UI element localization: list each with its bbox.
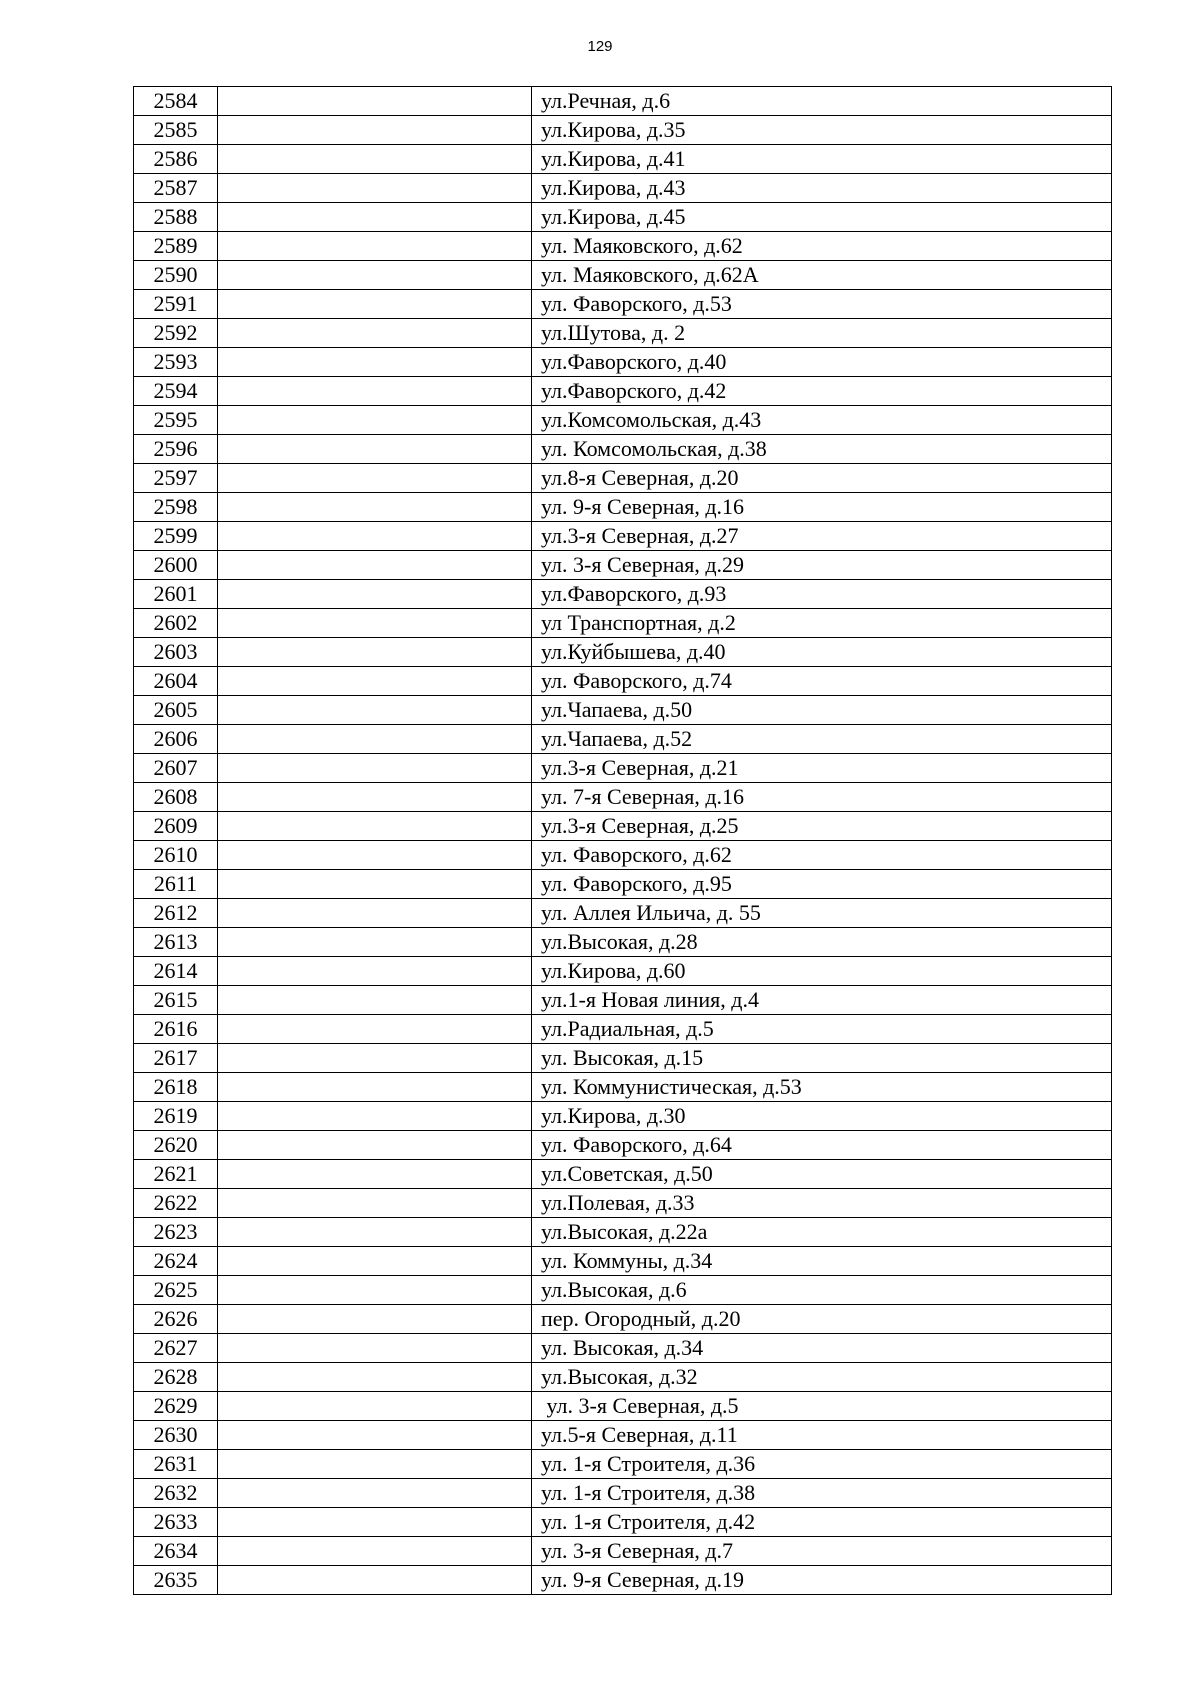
address-cell: ул. 1-я Строителя, д.36 — [532, 1450, 1112, 1479]
address-cell: ул.Фаворского, д.93 — [532, 580, 1112, 609]
address-cell: ул.Кирова, д.35 — [532, 116, 1112, 145]
row-number-cell: 2598 — [134, 493, 218, 522]
empty-cell — [218, 464, 532, 493]
empty-cell — [218, 319, 532, 348]
row-number-cell: 2584 — [134, 87, 218, 116]
address-cell: ул. 9-я Северная, д.16 — [532, 493, 1112, 522]
row-number-cell: 2605 — [134, 696, 218, 725]
row-number-cell: 2587 — [134, 174, 218, 203]
table-row — [134, 1131, 1112, 1160]
empty-cell — [218, 145, 532, 174]
row-number-cell: 2614 — [134, 957, 218, 986]
empty-cell — [218, 1189, 532, 1218]
row-number-cell: 2593 — [134, 348, 218, 377]
address-table — [133, 86, 1112, 1595]
row-number-cell: 2610 — [134, 841, 218, 870]
address-cell: ул.Кирова, д.41 — [532, 145, 1112, 174]
row-number-cell: 2599 — [134, 522, 218, 551]
empty-cell — [218, 1363, 532, 1392]
address-cell: ул.Высокая, д.32 — [532, 1363, 1112, 1392]
address-cell: ул.Высокая, д.28 — [532, 928, 1112, 957]
row-number-cell: 2632 — [134, 1479, 218, 1508]
address-cell: ул. Высокая, д.15 — [532, 1044, 1112, 1073]
table-row — [134, 841, 1112, 870]
address-cell: ул. Маяковского, д.62А — [532, 261, 1112, 290]
table-row — [134, 319, 1112, 348]
empty-cell — [218, 841, 532, 870]
page-number: 129 — [587, 38, 613, 55]
table-row — [134, 609, 1112, 638]
row-number-cell: 2612 — [134, 899, 218, 928]
empty-cell — [218, 290, 532, 319]
table-row — [134, 1073, 1112, 1102]
row-number-cell: 2633 — [134, 1508, 218, 1537]
table-row — [134, 377, 1112, 406]
table-row — [134, 290, 1112, 319]
address-cell: ул. Фаворского, д.53 — [532, 290, 1112, 319]
row-number-cell: 2606 — [134, 725, 218, 754]
empty-cell — [218, 522, 532, 551]
empty-cell — [218, 551, 532, 580]
row-number-cell: 2590 — [134, 261, 218, 290]
row-number-cell: 2597 — [134, 464, 218, 493]
empty-cell — [218, 667, 532, 696]
empty-cell — [218, 87, 532, 116]
address-cell: ул.Кирова, д.60 — [532, 957, 1112, 986]
table-row — [134, 899, 1112, 928]
row-number-cell: 2613 — [134, 928, 218, 957]
address-cell: ул. 1-я Строителя, д.38 — [532, 1479, 1112, 1508]
address-cell: ул.Фаворского, д.42 — [532, 377, 1112, 406]
empty-cell — [218, 1537, 532, 1566]
address-cell: ул. 3-я Северная, д.29 — [532, 551, 1112, 580]
row-number-cell: 2589 — [134, 232, 218, 261]
address-cell: ул. Комсомольская, д.38 — [532, 435, 1112, 464]
empty-cell — [218, 609, 532, 638]
address-cell: ул. Коммунистическая, д.53 — [532, 1073, 1112, 1102]
row-number-cell: 2586 — [134, 145, 218, 174]
row-number-cell: 2602 — [134, 609, 218, 638]
table-row — [134, 1015, 1112, 1044]
row-number-cell: 2629 — [134, 1392, 218, 1421]
address-cell: пер. Огородный, д.20 — [532, 1305, 1112, 1334]
empty-cell — [218, 1305, 532, 1334]
address-cell: ул. 1-я Строителя, д.42 — [532, 1508, 1112, 1537]
table-row — [134, 174, 1112, 203]
table-row — [134, 870, 1112, 899]
table-row — [134, 1479, 1112, 1508]
row-number-cell: 2592 — [134, 319, 218, 348]
empty-cell — [218, 1276, 532, 1305]
table-row — [134, 986, 1112, 1015]
table-row — [134, 1421, 1112, 1450]
table-row — [134, 1305, 1112, 1334]
table-row — [134, 1508, 1112, 1537]
row-number-cell: 2626 — [134, 1305, 218, 1334]
address-cell: ул. 3-я Северная, д.7 — [532, 1537, 1112, 1566]
address-cell: ул. Высокая, д.34 — [532, 1334, 1112, 1363]
row-number-cell: 2631 — [134, 1450, 218, 1479]
empty-cell — [218, 1131, 532, 1160]
table-row — [134, 696, 1112, 725]
table-row — [134, 261, 1112, 290]
table-row — [134, 435, 1112, 464]
address-cell: ул. Фаворского, д.62 — [532, 841, 1112, 870]
address-cell: ул.Кирова, д.43 — [532, 174, 1112, 203]
address-cell: ул. Аллея Ильича, д. 55 — [532, 899, 1112, 928]
empty-cell — [218, 754, 532, 783]
row-number-cell: 2603 — [134, 638, 218, 667]
row-number-cell: 2630 — [134, 1421, 218, 1450]
address-cell: ул.Шутова, д. 2 — [532, 319, 1112, 348]
table-row — [134, 754, 1112, 783]
address-cell: ул. Фаворского, д.95 — [532, 870, 1112, 899]
address-cell: ул.3-я Северная, д.27 — [532, 522, 1112, 551]
row-number-cell: 2608 — [134, 783, 218, 812]
address-cell: ул.Высокая, д.6 — [532, 1276, 1112, 1305]
table-row — [134, 725, 1112, 754]
empty-cell — [218, 957, 532, 986]
table-row — [134, 1044, 1112, 1073]
address-cell: ул.8-я Северная, д.20 — [532, 464, 1112, 493]
empty-cell — [218, 899, 532, 928]
address-cell: ул.Фаворского, д.40 — [532, 348, 1112, 377]
address-cell: ул.1-я Новая линия, д.4 — [532, 986, 1112, 1015]
table-row — [134, 783, 1112, 812]
empty-cell — [218, 406, 532, 435]
row-number-cell: 2621 — [134, 1160, 218, 1189]
empty-cell — [218, 1392, 532, 1421]
address-cell: ул.Куйбышева, д.40 — [532, 638, 1112, 667]
empty-cell — [218, 261, 532, 290]
table-row — [134, 1363, 1112, 1392]
table-row — [134, 1566, 1112, 1595]
empty-cell — [218, 493, 532, 522]
row-number-cell: 2618 — [134, 1073, 218, 1102]
table-row — [134, 928, 1112, 957]
row-number-cell: 2622 — [134, 1189, 218, 1218]
row-number-cell: 2627 — [134, 1334, 218, 1363]
table-row — [134, 1334, 1112, 1363]
address-table-body — [134, 87, 1112, 1595]
address-cell: ул.5-я Северная, д.11 — [532, 1421, 1112, 1450]
table-row — [134, 493, 1112, 522]
empty-cell — [218, 203, 532, 232]
table-row — [134, 667, 1112, 696]
table-row — [134, 464, 1112, 493]
table-row — [134, 116, 1112, 145]
table-row — [134, 1392, 1112, 1421]
row-number-cell: 2615 — [134, 986, 218, 1015]
row-number-cell: 2585 — [134, 116, 218, 145]
address-cell: ул.Кирова, д.45 — [532, 203, 1112, 232]
empty-cell — [218, 174, 532, 203]
row-number-cell: 2634 — [134, 1537, 218, 1566]
address-cell: ул. Маяковского, д.62 — [532, 232, 1112, 261]
row-number-cell: 2591 — [134, 290, 218, 319]
row-number-cell: 2628 — [134, 1363, 218, 1392]
row-number-cell: 2623 — [134, 1218, 218, 1247]
empty-cell — [218, 435, 532, 464]
address-cell: ул.Полевая, д.33 — [532, 1189, 1112, 1218]
table-row — [134, 1276, 1112, 1305]
table-row — [134, 522, 1112, 551]
empty-cell — [218, 1160, 532, 1189]
address-cell: ул.Речная, д.6 — [532, 87, 1112, 116]
empty-cell — [218, 232, 532, 261]
empty-cell — [218, 377, 532, 406]
address-cell: ул.Кирова, д.30 — [532, 1102, 1112, 1131]
table-row — [134, 580, 1112, 609]
empty-cell — [218, 1102, 532, 1131]
address-cell: ул Транспортная, д.2 — [532, 609, 1112, 638]
empty-cell — [218, 783, 532, 812]
table-row — [134, 1189, 1112, 1218]
address-cell: ул. Фаворского, д.74 — [532, 667, 1112, 696]
table-row — [134, 551, 1112, 580]
row-number-cell: 2617 — [134, 1044, 218, 1073]
address-cell: ул.Радиальная, д.5 — [532, 1015, 1112, 1044]
table-row — [134, 203, 1112, 232]
row-number-cell: 2600 — [134, 551, 218, 580]
row-number-cell: 2620 — [134, 1131, 218, 1160]
table-row — [134, 406, 1112, 435]
table-row — [134, 638, 1112, 667]
table-row — [134, 957, 1112, 986]
row-number-cell: 2611 — [134, 870, 218, 899]
empty-cell — [218, 1044, 532, 1073]
address-cell: ул.Высокая, д.22а — [532, 1218, 1112, 1247]
empty-cell — [218, 1508, 532, 1537]
empty-cell — [218, 116, 532, 145]
address-cell: ул.Чапаева, д.50 — [532, 696, 1112, 725]
row-number-cell: 2635 — [134, 1566, 218, 1595]
table-row — [134, 1102, 1112, 1131]
empty-cell — [218, 1015, 532, 1044]
empty-cell — [218, 1566, 532, 1595]
address-cell: ул. Коммуны, д.34 — [532, 1247, 1112, 1276]
address-cell: ул.3-я Северная, д.21 — [532, 754, 1112, 783]
address-cell: ул.Комсомольская, д.43 — [532, 406, 1112, 435]
empty-cell — [218, 1450, 532, 1479]
address-cell: ул.Советская, д.50 — [532, 1160, 1112, 1189]
empty-cell — [218, 870, 532, 899]
row-number-cell: 2596 — [134, 435, 218, 464]
address-cell: ул.3-я Северная, д.25 — [532, 812, 1112, 841]
row-number-cell: 2619 — [134, 1102, 218, 1131]
address-cell: ул. 3-я Северная, д.5 — [532, 1392, 1112, 1421]
row-number-cell: 2616 — [134, 1015, 218, 1044]
address-cell: ул. 7-я Северная, д.16 — [532, 783, 1112, 812]
table-row — [134, 1537, 1112, 1566]
row-number-cell: 2624 — [134, 1247, 218, 1276]
row-number-cell: 2607 — [134, 754, 218, 783]
empty-cell — [218, 725, 532, 754]
empty-cell — [218, 1073, 532, 1102]
empty-cell — [218, 1218, 532, 1247]
empty-cell — [218, 812, 532, 841]
table-row — [134, 1450, 1112, 1479]
table-row — [134, 348, 1112, 377]
empty-cell — [218, 580, 532, 609]
empty-cell — [218, 1421, 532, 1450]
table-row — [134, 1247, 1112, 1276]
table-row — [134, 812, 1112, 841]
address-cell: ул.Чапаева, д.52 — [532, 725, 1112, 754]
row-number-cell: 2588 — [134, 203, 218, 232]
table-row — [134, 1160, 1112, 1189]
table-row — [134, 87, 1112, 116]
empty-cell — [218, 986, 532, 1015]
empty-cell — [218, 638, 532, 667]
empty-cell — [218, 348, 532, 377]
empty-cell — [218, 1334, 532, 1363]
row-number-cell: 2604 — [134, 667, 218, 696]
empty-cell — [218, 696, 532, 725]
address-cell: ул. 9-я Северная, д.19 — [532, 1566, 1112, 1595]
empty-cell — [218, 928, 532, 957]
row-number-cell: 2601 — [134, 580, 218, 609]
address-cell: ул. Фаворского, д.64 — [532, 1131, 1112, 1160]
table-row — [134, 1218, 1112, 1247]
row-number-cell: 2595 — [134, 406, 218, 435]
table-row — [134, 145, 1112, 174]
empty-cell — [218, 1479, 532, 1508]
row-number-cell: 2625 — [134, 1276, 218, 1305]
row-number-cell: 2594 — [134, 377, 218, 406]
empty-cell — [218, 1247, 532, 1276]
row-number-cell: 2609 — [134, 812, 218, 841]
table-row — [134, 232, 1112, 261]
